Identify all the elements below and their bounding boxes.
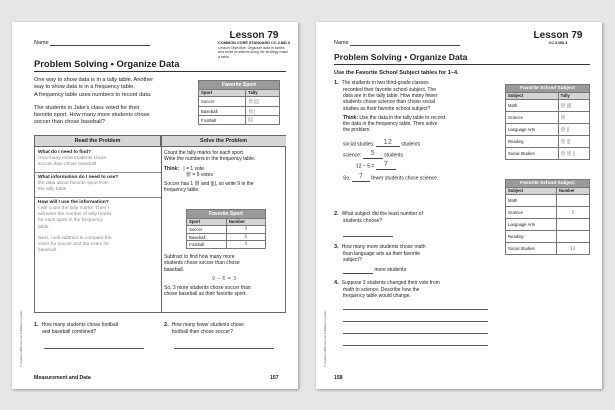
solve-subtract: Subtract to find how many more students chose soccer than chose baseball. 9 − 6 = 3 So, 3 more students chose soccer than chose baseball as their favorite sport.	[164, 254, 284, 298]
school-subject-frequency-table: Favorite School Subject Subject Number Math Science 5 Language Arts Reading Social Studies 12	[505, 179, 590, 255]
table-row: Math 卌 ||||	[506, 100, 590, 112]
read-the-problem-header: Read the Problem	[35, 136, 161, 147]
table-row: Soccer 卌 ||||	[199, 97, 280, 107]
read-section-find: What do I need to find? How many more students chose soccer than chose baseball	[38, 150, 107, 168]
read-section-info: What information do I need to use? the data about favorite sport from the tally table	[38, 175, 119, 193]
read-section-use: How will I use the information? I will count the tally marks. Then I will write the number of tally marks for each sport in the frequency table. Next, I will subtract to compare the votes for soccer and the votes for baseball.	[38, 200, 112, 254]
page-title: Problem Solving • Organize Data	[334, 52, 468, 62]
workbook-page-157	[12, 22, 298, 389]
table-row: Football 4	[187, 241, 266, 249]
table-row: Football ||||	[199, 116, 280, 125]
table-row: Reading 卌 |||	[506, 136, 590, 148]
answer-line-2[interactable]	[343, 236, 393, 237]
lesson-objective: Lesson Objective: Organize data in tables and solve problems using the strategy make a table.	[218, 46, 289, 59]
table-row: Language Arts	[506, 219, 590, 231]
copyright: © Houghton Mifflin Harcourt Publishing Company	[20, 310, 23, 367]
school-subject-tally-table: Favorite School Subject Subject Tally Math 卌 |||| Science 卌 Language Arts 卌 || Reading 卌 ||| Social Studies 卌 卌 ||	[505, 84, 590, 160]
answer-line-4d[interactable]	[343, 345, 488, 346]
table-row: Baseball 6	[187, 233, 266, 241]
common-core-standard: CC.3.MD.3	[548, 41, 568, 45]
table-row: Science 5	[506, 207, 590, 219]
title-rule	[334, 64, 590, 65]
footer-section: Measurement and Data	[34, 375, 91, 381]
table-row: Soccer 9	[187, 226, 266, 234]
table-row: Baseball 卌 |	[199, 106, 280, 116]
answer-line-4a[interactable]	[343, 309, 488, 310]
table-row: Social Studies 卌 卌 ||	[506, 148, 590, 160]
page-number: 158	[334, 375, 343, 381]
lesson-header	[218, 30, 290, 59]
page-number: 157	[270, 375, 279, 381]
workbook-page-158	[316, 22, 602, 389]
page-title: Problem Solving • Organize Data	[34, 58, 180, 69]
table-row: Language Arts 卌 ||	[506, 124, 590, 136]
lesson-number: Lesson 79	[533, 30, 583, 41]
answer-line-1[interactable]	[44, 348, 144, 349]
instruction: Use the Favorite School Subject tables for 1–4.	[334, 70, 459, 76]
common-core-standard: COMMON CORE STANDARD CC.3.MD.3	[218, 41, 290, 45]
question-2: 2. What subject did the least number of students choose?	[334, 211, 423, 224]
answer-line-3[interactable]	[343, 268, 373, 274]
answer-line-4c[interactable]	[343, 333, 488, 334]
intro-text: One way to show data is in a tally table. Another way to show data is in a frequency table. A frequency table uses numbers to record data. The students in Jake's class voted for their favorite sport. How many more students chose soccer than chose baseball?	[34, 77, 154, 126]
question-3: 3. How many more students chose math than language arts as their favorite subject? more students	[334, 244, 426, 274]
copyright: © Houghton Mifflin Harcourt Publishing Company	[324, 310, 327, 367]
question-1: 1. How many students chose football and baseball combined?	[34, 322, 118, 335]
lesson-header	[522, 30, 594, 45]
question-2: 2. How many fewer students chose football than chose soccer?	[164, 322, 244, 335]
final-answer[interactable]: 7	[352, 172, 370, 182]
question-4: 4. Suppose 3 students changed their vote from math to science. Describe how the frequency table would change.	[334, 280, 440, 300]
solve-the-problem-header: Solve the Problem	[161, 136, 286, 147]
table-row: Social Studies 12	[506, 243, 590, 255]
title-rule	[34, 71, 286, 72]
favorite-sport-tally-table: Favorite Sport Sport Tally Soccer 卌 |||| Baseball 卌 | Football ||||	[198, 80, 280, 125]
favorite-sport-frequency-table: Favorite Sport Sport Number Soccer 9 Baseball 6 Football 4	[186, 209, 266, 249]
science-answer[interactable]: 5	[363, 149, 383, 159]
solve-column: Count the tally marks for each sport. Write the numbers in the frequency table. Think: | = 1 vote 卌 = 5 votes Soccer has 1 卌 and ||||, so write 9 in the frequency table.	[164, 150, 256, 194]
table-row: Math	[506, 195, 590, 207]
answer-line-4b[interactable]	[343, 321, 488, 322]
answer-line-2[interactable]	[174, 348, 274, 349]
name-field[interactable]: Name	[34, 40, 150, 46]
lesson-number: Lesson 79	[229, 30, 279, 41]
question-1: 1. The students in two third-grade classes recorded their favorite school subject. The data are in the tally table. How many fewer students chose science than chose social studies as their favorite school subject? Think: Use the data in the tally table to record the data in the frequency table. Then solve the problem. social studies: 12 students science: 5 students 12 − 5 = 7 So, 7 fewer students chose science.	[334, 80, 445, 182]
table-row: Science 卌	[506, 112, 590, 124]
difference-answer[interactable]: 7	[376, 160, 396, 170]
name-field[interactable]: Name	[334, 40, 460, 46]
table-row: Reading	[506, 231, 590, 243]
equation: 9 − 6 = 3	[211, 275, 237, 282]
read-solve-grid	[34, 135, 286, 313]
social-studies-answer[interactable]: 12	[376, 138, 400, 148]
